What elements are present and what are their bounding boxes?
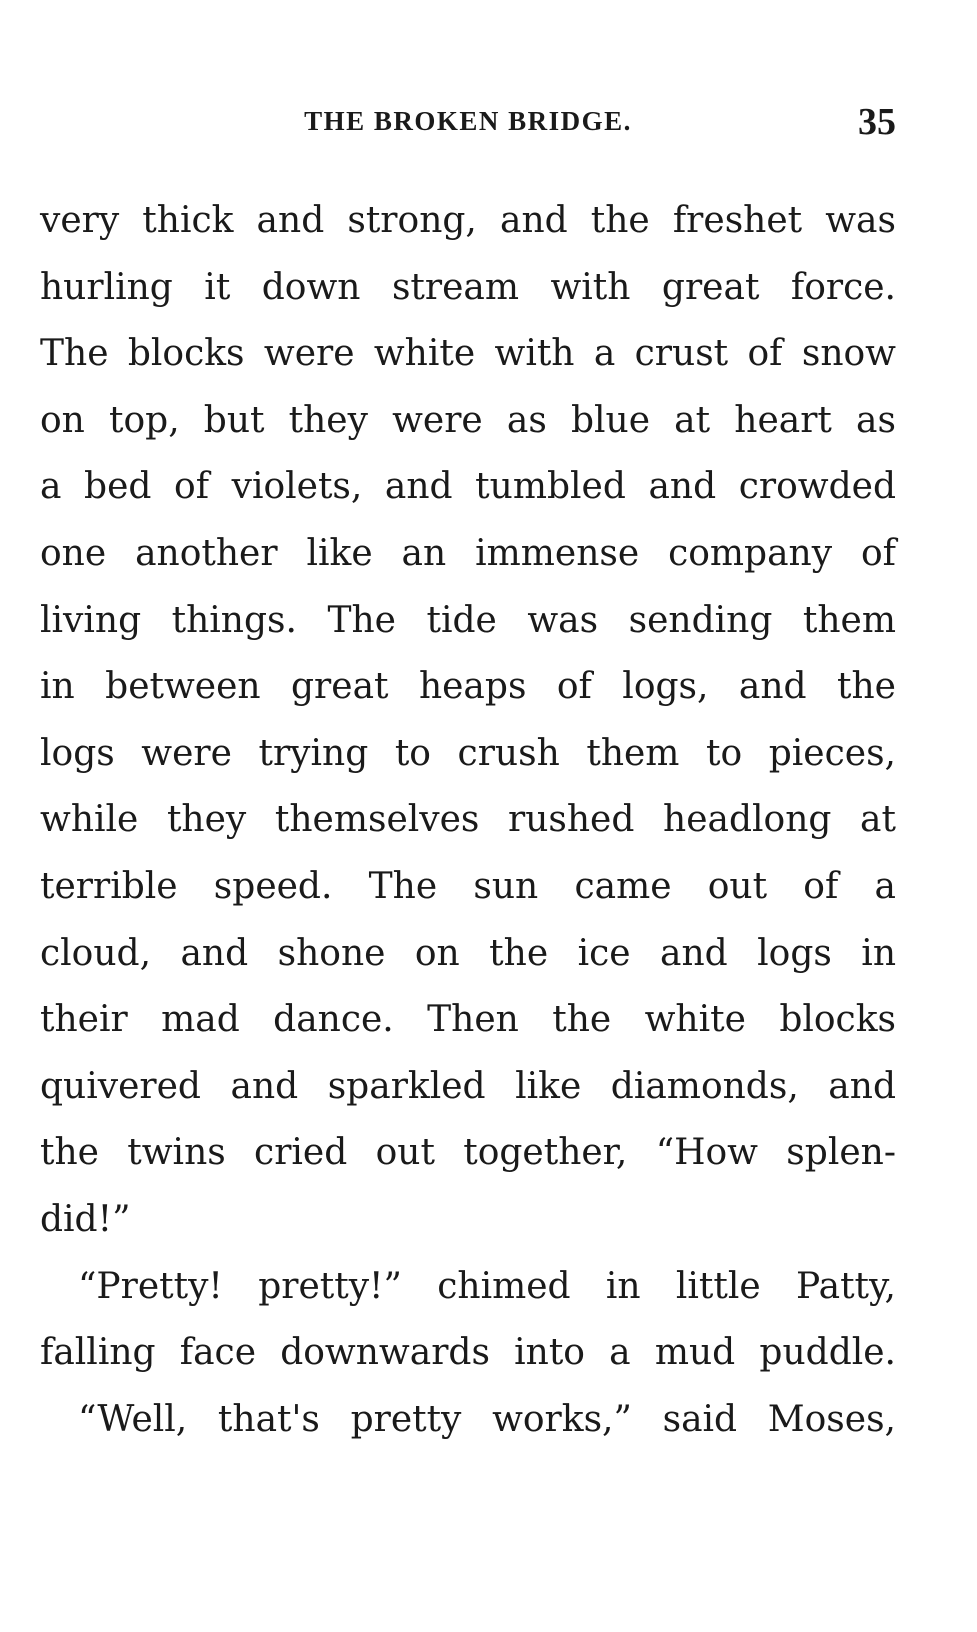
text-line: falling face downwards into a mud puddle. [40, 1332, 896, 1374]
text-line: “Well, that's pretty works,” said Moses, [78, 1398, 896, 1440]
text-line: one another like an immense company of [40, 532, 896, 574]
text-line: quivered and sparkled like diamonds, and [40, 1065, 896, 1107]
text-line: logs were trying to crush them to pieces, [40, 732, 896, 774]
text-line: “Pretty! pretty!” chimed in little Patty, [78, 1265, 896, 1307]
text-line: their mad dance. Then the white blocks [40, 999, 896, 1041]
text-line: terrible speed. The sun came out of a [40, 865, 896, 907]
text-line: The blocks were white with a crust of snow [40, 333, 896, 375]
text-line: while they themselves rushed headlong at [40, 799, 896, 841]
text-line: very thick and strong, and the freshet was [40, 200, 896, 241]
text-line: hurling it down stream with great force. [40, 266, 896, 308]
text-line: on top, but they were as blue at heart as [40, 399, 896, 441]
page-number: 35 [858, 101, 896, 143]
running-head [40, 100, 896, 143]
text-line: cloud, and shone on the ice and logs in [40, 932, 896, 974]
text-line: a bed of violets, and tumbled and crowded [40, 466, 896, 508]
running-title: THE BROKEN BRIDGE. [304, 106, 632, 136]
text-line: the twins cried out together, “How splen- [40, 1132, 896, 1174]
text-line: did!” [40, 1198, 131, 1240]
text-line: living things. The tide was sending them [40, 599, 896, 641]
text-line: in between great heaps of logs, and the [40, 666, 896, 708]
body-text [40, 188, 896, 1453]
